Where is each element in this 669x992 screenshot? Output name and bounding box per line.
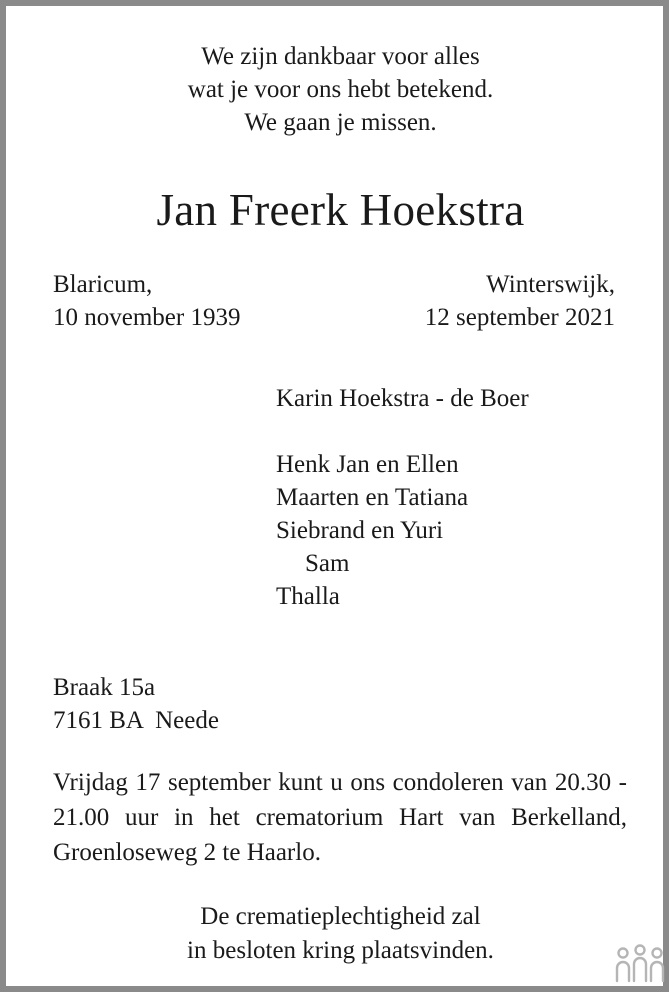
death-info [425, 268, 615, 334]
address-postal-city: 7161 BA Neede [53, 707, 219, 734]
closing-line: in besloten kring plaatsvinden. [187, 937, 494, 964]
closing-line: De crematieplechtigheid zal [200, 903, 481, 930]
memorial-quote [6, 40, 669, 139]
birth-place: Blaricum, [53, 271, 153, 298]
quote-line: We gaan je missen. [244, 109, 437, 136]
family-member: Henk Jan en Ellen [276, 451, 459, 478]
family-member: Sam [305, 550, 350, 577]
family-member: Maarten en Tatiana [276, 484, 469, 511]
ceremony-note [6, 900, 669, 968]
quote-line: We zijn dankbaar voor alles [201, 43, 480, 70]
family-member: Siebrand en Yuri [276, 517, 444, 544]
family-member: Thalla [276, 583, 340, 610]
birth-date: 10 november 1939 [53, 304, 241, 331]
birth-info [53, 268, 240, 334]
spouse-name: Karin Hoekstra - de Boer [276, 385, 529, 412]
death-date: 12 september 2021 [424, 304, 615, 331]
correspondence-address [53, 671, 219, 737]
family-list [276, 382, 529, 613]
address-street: Braak 15a [53, 674, 156, 701]
condolence-info: Vrijdag 17 september kunt u ons condoleren van 20.30 - 21.00 uur in het crematorium Hart van Berkelland, Groenloseweg 2 te Haarlo. [53, 769, 627, 866]
people-group-icon [614, 944, 666, 984]
deceased-name: Jan Freerk Hoekstra [156, 185, 525, 235]
quote-line: wat je voor ons hebt betekend. [187, 76, 494, 103]
death-place: Winterswijk, [486, 271, 615, 298]
